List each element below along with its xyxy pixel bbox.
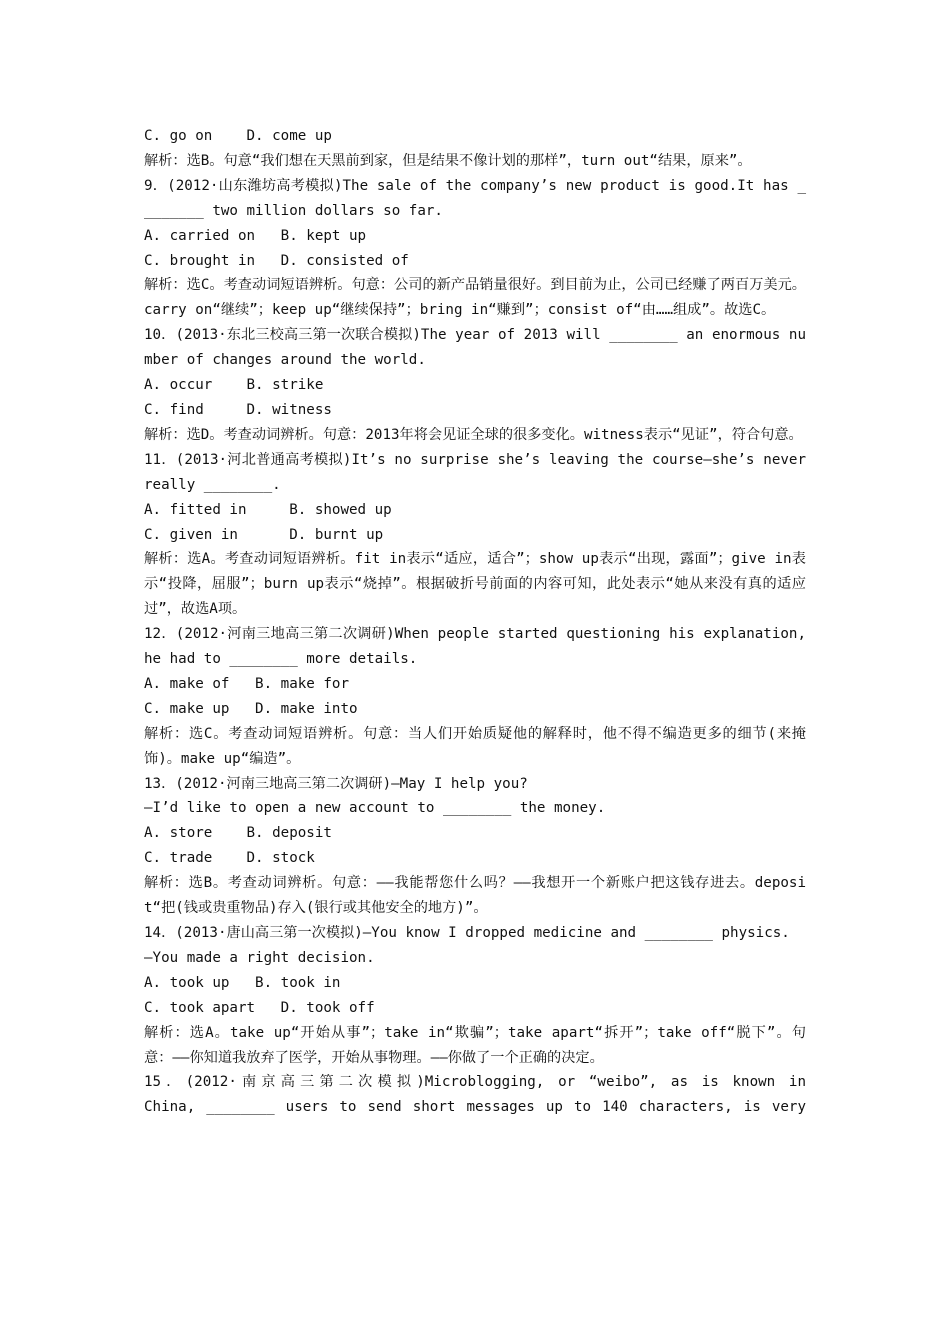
option-line: C. trade D. stock [144, 850, 315, 867]
option-line: C. took apart D. took off [144, 999, 375, 1016]
question-14: 14．(2013·唐山高三第一次模拟)—You know I dropped medicine and ________ physics. [144, 925, 790, 941]
question-15: 15．(2012·南京高三第二次模拟)Microblogging, or “weibo”, as is known in [144, 1074, 806, 1091]
question-12: 12．(2012·河南三地高三第二次调研)When people started questioning his explanation, he had to ________ more details. [144, 626, 815, 668]
option-line: A. fitted in B. showed up [144, 501, 392, 518]
option-line: A. make of B. make for [144, 675, 349, 692]
analysis-paragraph: 解析：选A。考查动词短语辨析。fit in表示“适应，适合”；show up表示“出现，露面”；give in表示“投降，屈服”；burn up表示“烧掉”。根据破折号前面的内容可知，此处表示“她从来没有真的适应过”，故选A项。 [144, 551, 806, 618]
analysis-paragraph: 解析：选A。take up“开始从事”；take in“欺骗”；take apart“拆开”；take off“脱下”。句意：——你知道我放弃了医学，开始从事物理。——你做了一个正确的决定。 [144, 1024, 806, 1066]
option-line: C. given in D. burnt up [144, 526, 384, 543]
document-page [144, 124, 815, 1120]
option-line: C. brought in D. consisted of [144, 252, 409, 269]
option-line: C. make up D. make into [144, 700, 358, 717]
option-line: A. store B. deposit [144, 825, 332, 842]
question-10: 10．(2013·东北三校高三第一次联合模拟)The year of 2013 will ________ an enormous number of changes around the world. [144, 327, 806, 369]
question-15-continued: China, ________ users to send short messages up to 140 characters, is very [144, 1099, 806, 1116]
analysis-paragraph: 解析：选C。考查动词短语辨析。句意：公司的新产品销量很好。到目前为止，公司已经赚了两百万美元。carry on“继续”；keep up“继续保持”；bring in“赚到”；consist of“由……组成”。故选C。 [144, 277, 806, 319]
question-9: 9．(2012·山东潍坊高考模拟)The sale of the company’s new product is good.It has ________ two million dollars so far. [144, 177, 806, 219]
analysis-paragraph: 解析：选B。句意“我们想在天黑前到家，但是结果不像计划的那样”，turn out“结果，原来”。 [144, 152, 752, 169]
analysis-paragraph: 解析：选C。考查动词短语辨析。句意：当人们开始质疑他的解释时，他不得不编造更多的细节(来掩饰)。make up“编造”。 [144, 725, 806, 767]
option-line: C. find D. witness [144, 401, 332, 418]
option-line: A. occur B. strike [144, 377, 324, 394]
question-11: 11．(2013·河北普通高考模拟)It’s no surprise she’s leaving the course—she’s never really ________. [144, 451, 815, 493]
analysis-paragraph: 解析：选D。考查动词辨析。句意：2013年将会见证全球的很多变化。witness表示“见证”，符合句意。 [144, 426, 803, 443]
dialogue-line: —I’d like to open a new account to ________ the money. [144, 800, 606, 817]
option-line: C. go on D. come up [144, 128, 332, 144]
option-line: A. took up B. took in [144, 974, 341, 991]
option-line: A. carried on B. kept up [144, 227, 367, 244]
question-13: 13．(2012·河南三地高三第二次调研)—May I help you? [144, 775, 528, 792]
analysis-paragraph: 解析：选B。考查动词辨析。句意：——我能帮您什么吗？——我想开一个新账户把这钱存进去。deposit“把(钱或贵重物品)存入(银行或其他安全的地方)”。 [144, 875, 806, 917]
dialogue-line: —You made a right decision. [144, 949, 375, 966]
